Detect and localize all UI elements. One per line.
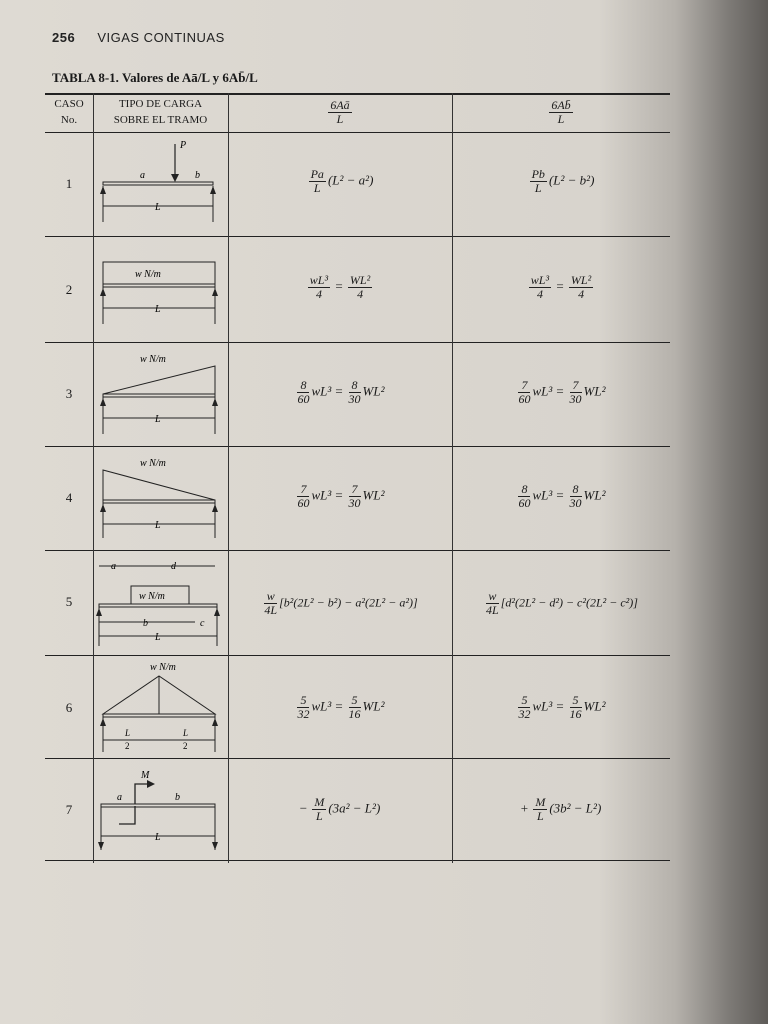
svg-text:L: L bbox=[155, 414, 161, 425]
svg-text:P: P bbox=[180, 140, 187, 151]
formula-case3-b: $\frac{7}{60}$ wL³ = $\frac{7}{30}$ WL² bbox=[518, 378, 606, 406]
svg-text:w N/m: w N/m bbox=[150, 662, 176, 673]
formula-case6-b: $\frac{5}{32}$ wL³ = $\frac{5}{16}$ WL² bbox=[518, 693, 606, 721]
header-tipo-carga: TIPO DE CARGA SOBRE EL TRAMO bbox=[113, 98, 208, 126]
formula-case3-a: $\frac{8}{60}$ wL³ = $\frac{8}{30}$ WL² bbox=[297, 378, 385, 406]
svg-text:L: L bbox=[155, 520, 161, 531]
svg-text:a: a bbox=[111, 561, 116, 572]
case-number: 3 bbox=[65, 386, 73, 401]
svg-text:2: 2 bbox=[183, 741, 188, 751]
running-header bbox=[52, 30, 225, 45]
formula-case4-a: $\frac{7}{60}$ wL³ = $\frac{7}{30}$ WL² bbox=[297, 482, 385, 510]
svg-text:w N/m: w N/m bbox=[140, 458, 166, 469]
row-divider bbox=[45, 446, 670, 447]
header-6ab-l: $\frac{6Ab̄}{L}$ bbox=[551, 98, 571, 126]
col-divider bbox=[93, 93, 94, 863]
formula-case5-b: $\frac{w}{4L}$ [d²(2L² − d²) − c²(2L² − c²)] bbox=[486, 589, 638, 617]
svg-text:w N/m: w N/m bbox=[140, 354, 166, 365]
load-diagram-triangular-symmetric bbox=[95, 658, 228, 756]
formula-case6-a: $\frac{5}{32}$ wL³ = $\frac{5}{16}$ WL² bbox=[297, 693, 385, 721]
svg-text:2: 2 bbox=[125, 741, 130, 751]
load-diagram-triangular-right bbox=[95, 346, 228, 444]
formula-case7-b: + $\frac{M}{L}$ (3b² − L²) bbox=[520, 795, 602, 823]
load-diagram-point bbox=[95, 136, 228, 234]
svg-text:a: a bbox=[140, 170, 145, 181]
row-divider bbox=[45, 758, 670, 759]
svg-text:L: L bbox=[155, 304, 161, 315]
formula-case2-b: $\frac{\text{wL³}}{4}$ = $\frac{\text{WL²}}{4}$ bbox=[530, 273, 592, 301]
case-number: 7 bbox=[65, 802, 73, 817]
svg-text:c: c bbox=[200, 618, 205, 629]
case-number: 4 bbox=[65, 490, 73, 505]
svg-text:w N/m: w N/m bbox=[135, 269, 161, 280]
row-divider bbox=[45, 342, 670, 343]
svg-text:L: L bbox=[155, 202, 161, 213]
formula-case4-b: $\frac{8}{60}$ wL³ = $\frac{8}{30}$ WL² bbox=[518, 482, 606, 510]
svg-text:d: d bbox=[171, 561, 176, 572]
row-divider bbox=[45, 550, 670, 551]
col-divider bbox=[452, 93, 453, 863]
case-number: 6 bbox=[65, 700, 73, 715]
row-divider bbox=[45, 236, 670, 237]
running-title: VIGAS CONTINUAS bbox=[97, 30, 225, 45]
svg-text:b: b bbox=[175, 792, 180, 803]
col-divider bbox=[228, 93, 229, 863]
load-diagram-partial-uniform bbox=[95, 554, 228, 654]
table-header-rule bbox=[45, 132, 670, 133]
formula-case5-a: $\frac{w}{4L}$ [b²(2L² − b²) − a²(2L² − a²)] bbox=[264, 589, 418, 617]
svg-text:b: b bbox=[195, 170, 200, 181]
formula-case7-a: − $\frac{M}{L}$ (3a² − L²) bbox=[299, 795, 381, 823]
case-number: 1 bbox=[65, 176, 73, 191]
load-diagram-moment bbox=[95, 762, 228, 858]
load-diagram-uniform bbox=[95, 240, 228, 340]
svg-text:L: L bbox=[183, 728, 189, 738]
formula-case1-a: $\frac{Pa}{L}$ (L² − a²) bbox=[310, 167, 374, 195]
svg-text:L: L bbox=[155, 832, 161, 843]
svg-text:M: M bbox=[141, 770, 150, 781]
table-bottom-rule bbox=[45, 860, 670, 861]
row-divider bbox=[45, 655, 670, 656]
page-number: 256 bbox=[52, 30, 76, 45]
svg-text:w N/m: w N/m bbox=[139, 591, 165, 602]
header-caso: CASO No. bbox=[54, 98, 84, 126]
formula-case2-a: $\frac{\text{wL³}}{4}$ = $\frac{\text{WL²}}{4}$ bbox=[309, 273, 371, 301]
table-caption: TABLA 8-1. Valores de Aā/L y 6Ab̄/L bbox=[52, 70, 258, 85]
table-top-rule bbox=[45, 93, 670, 95]
svg-text:L: L bbox=[155, 632, 161, 643]
header-6aa-l: $\frac{6Aā}{L}$ bbox=[330, 98, 350, 126]
svg-text:a: a bbox=[117, 792, 122, 803]
case-number: 2 bbox=[65, 282, 73, 297]
load-diagram-triangular-left bbox=[95, 450, 228, 548]
svg-text:L: L bbox=[125, 728, 131, 738]
svg-text:b: b bbox=[143, 618, 148, 629]
formula-case1-b: $\frac{Pb}{L}$ (L² − b²) bbox=[531, 167, 595, 195]
case-number: 5 bbox=[65, 594, 73, 609]
